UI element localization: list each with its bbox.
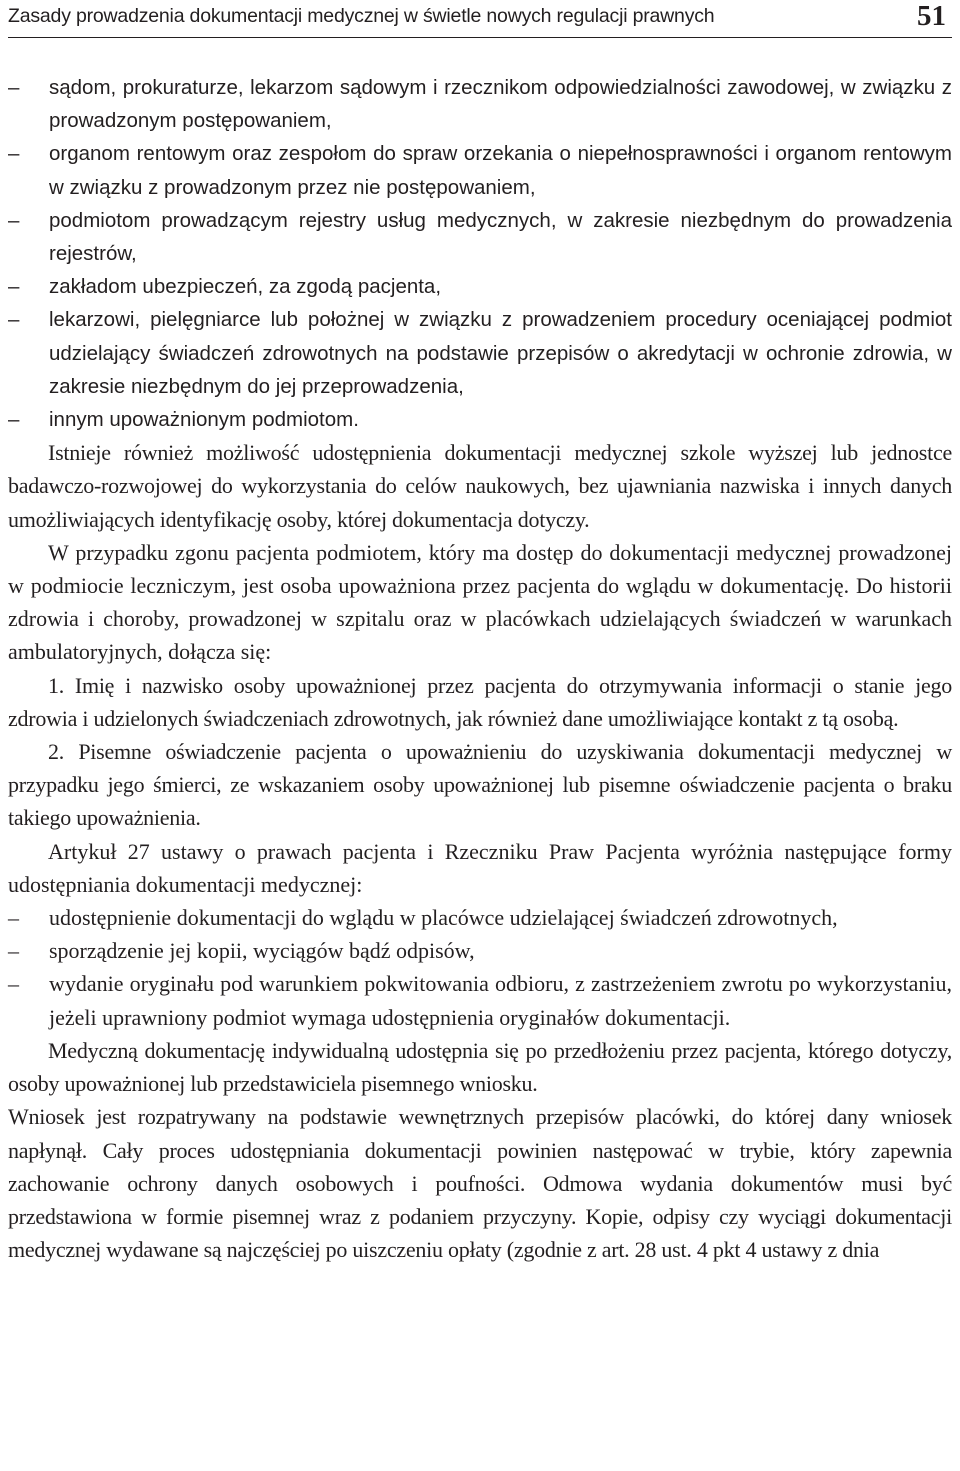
dash-bullet: – [8,408,20,432]
running-header [8,0,952,38]
forms-list [8,901,952,1034]
dash-bullet: – [8,938,19,964]
paragraph: W przypadku zgonu pacjenta podmiotem, który ma dostęp do dokumentacji medycznej prowadzonej w podmiocie leczniczym, jest osoba upoważniona przez pacjenta do wglądu w dokumentację. Do historii zdrowia i choroby, prowadzonej w szpitalu oraz w placówkach udzielających świadczeń w warunkach ambulatoryjnych, dołącza się: [8,539,952,665]
dash-bullet: – [8,142,20,166]
list-item: – zakładom ubezpieczeń, za zgodą pacjenta, [8,270,952,303]
list-item: – organom rentowym oraz zespołom do spraw orzekania o niepełnosprawności i organom rentowym w związku z prowadzonym przez nie postępowaniem, [8,137,952,203]
dash-bullet: – [8,275,20,299]
dash-bullet: – [8,208,20,232]
list-item: – lekarzowi, pielęgniarce lub położnej w związku z prowadzeniem procedury oceniającej podmiot udzielający świadczeń zdrowotnych na podstawie przepisów o akredytacji w ochronie zdrowia, w zakresie niezbędnym do jej przeprowadzenia, [8,303,952,403]
paragraph: Wniosek jest rozpatrywany na podstawie wewnętrznych przepisów placówki, do której dany wniosek napłynął. Cały proces udostępniania dokumentacji powinien następować w trybie, który zapewnia zachowanie ochrony danych osobowych i poufności. Odmowa wydania dokumentów musi być przedstawiona w formie pisemnej wraz z podaniem przyczyny. Kopie, odpisy czy wyciągi dokumentacji medycznej wydawane są najczęściej po uiszczeniu opłaty (zgodnie z art. 28 ust. 4 pkt 4 ustawy z dnia [8,1104,952,1263]
list-item: – podmiotom prowadzącym rejestry usług medycznych, w zakresie niezbędnym do prowadzenia rejestrów, [8,204,952,270]
list-item: – sądom, prokuraturze, lekarzom sądowym i rzecznikom odpowiedzialności zawodowej, w związku z prowadzonym postępowaniem, [8,71,952,137]
paragraph: Artykuł 27 ustawy o prawach pacjenta i Rzeczniku Praw Pacjenta wyróżnia następujące formy udostępniania dokumentacji medycznej: [8,838,952,897]
numbered-paragraph: 1. Imię i nazwisko osoby upoważnionej przez pacjenta do otrzymywania informacji o stanie jego zdrowia i udzielonych świadczeniach zdrowotnych, jak również dane umożliwiające kontakt z tą osobą. [8,672,952,731]
dash-bullet: – [8,76,20,99]
list-item: – innym upoważnionym podmiotom. [8,403,952,436]
dash-bullet: – [8,905,19,931]
list-item: – sporządzenie jej kopii, wyciągów bądź odpisów, [8,934,952,967]
paragraph: Medyczną dokumentację indywidualną udostępnia się po przedłożeniu przez pacjenta, którego dotyczy, osoby upoważnionej lub przedstawiciela pisemnego wniosku. [8,1037,952,1097]
page-number: 51 [917,0,946,32]
list-item: – udostępnienie dokumentacji do wglądu w placówce udzielającej świadczeń zdrowotnych, [8,901,952,934]
dash-bullet: – [8,971,19,997]
paragraph: Istnieje również możliwość udostępnienia dokumentacji medycznej szkole wyższej lub jednostce badawczo-rozwojowej do wykorzystania do celów naukowych, bez ujawniania nazwiska i innych danych umożliwiających identyfikację osoby, której dokumentacja dotyczy. [8,440,952,532]
list-item: – wydanie oryginału pod warunkiem pokwitowania odbioru, z zastrzeżeniem zwrotu po wykorzystaniu, jeżeli uprawniony podmiot wymaga udostępnienia oryginałów dokumentacji. [8,967,952,1033]
recipient-list [8,71,952,436]
running-title: Zasady prowadzenia dokumentacji medycznej w świetle nowych regulacji prawnych [8,5,715,27]
body-text [8,71,952,1266]
dash-bullet: – [8,308,20,332]
numbered-paragraph: 2. Pisemne oświadczenie pacjenta o upoważnieniu do uzyskiwania dokumentacji medycznej w przypadku jego śmierci, ze wskazaniem osoby upoważnionej lub pisemne oświadczenie pacjenta o braku takiego upoważnienia. [8,739,952,831]
